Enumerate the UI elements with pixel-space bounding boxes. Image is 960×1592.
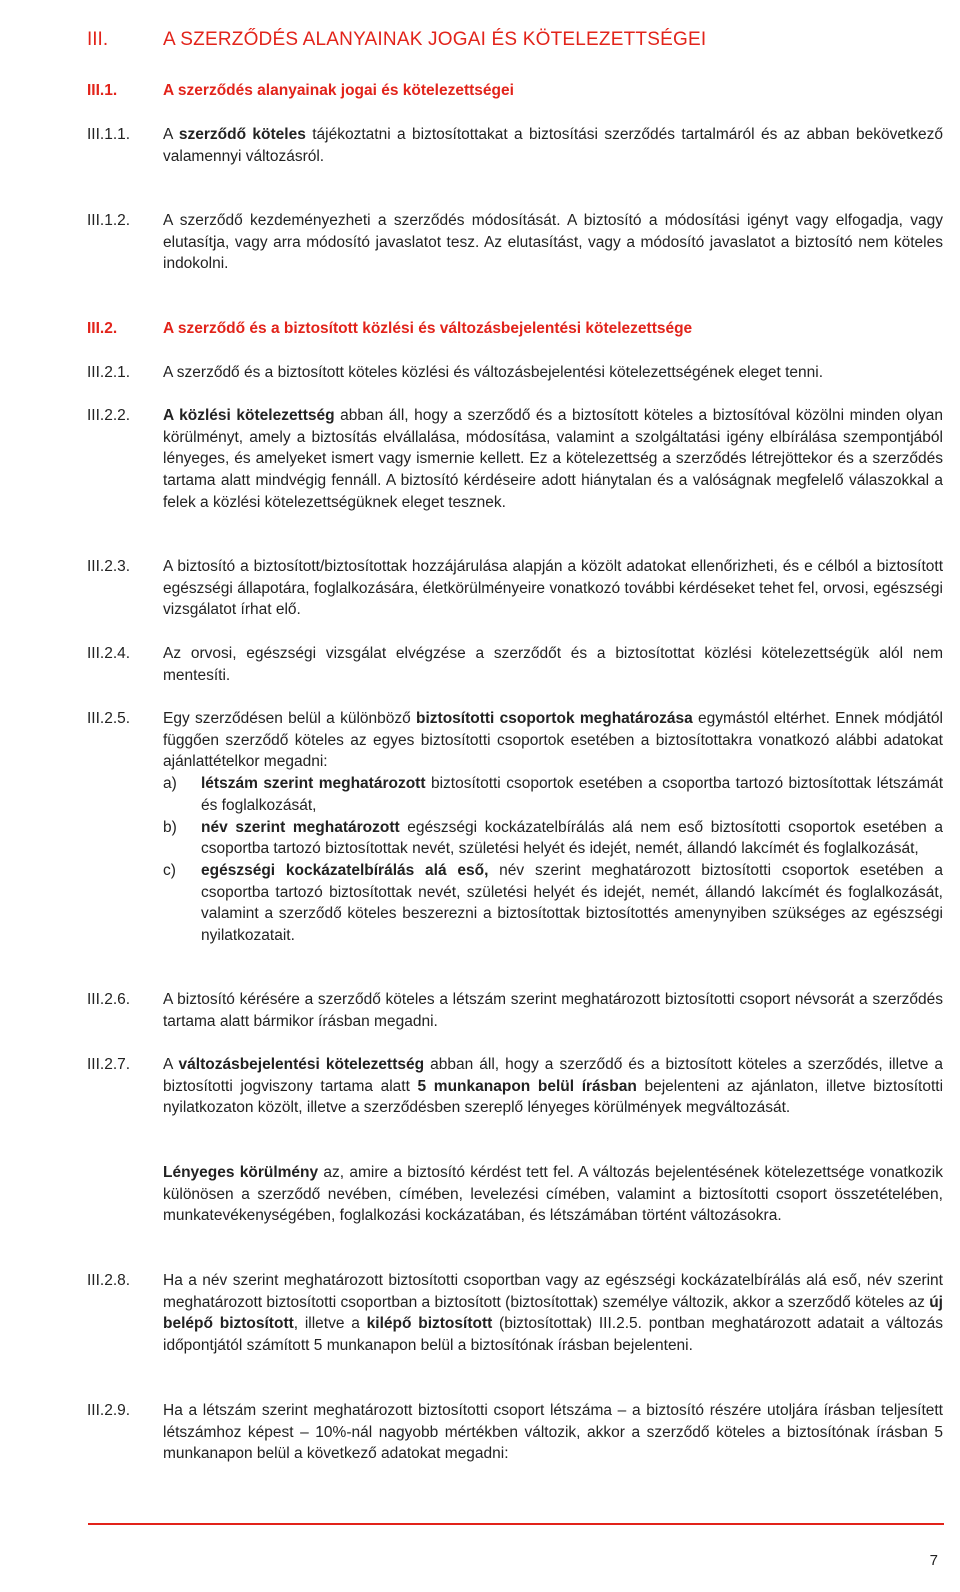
paragraph-number: III.2.7. [87,1056,131,1073]
paragraph-number: III.2.4. [87,645,131,662]
paragraph-number: III.2.8. [87,1272,131,1289]
paragraph-number: III.2.1. [87,364,131,381]
footer-rule [88,1523,944,1525]
paragraph-text: A biztosító a biztosított/biztosítottak hozzájárulása alapján a közölt adatokat ellenőrizheti, és e célból a biztosított egészségi állapotára, foglalkozására, életkörülményeire vonatkozó további kérdéseket tehet fel, orvosi, egészségi vizsgálatot írhat elő. [163,558,943,619]
paragraph-text: A biztosító kérésére a szerződő köteles a létszám szerint meghatározott biztosítotti csoport névsorát a szerződés tartama alatt bármikor írásban megadni. [163,991,943,1030]
paragraph-text: Ha a név szerint meghatározott biztosítotti csoportban vagy az egészségi kockázatelbírálás alá eső, név szerint meghatározott biztosítotti csoportban a biztosított (biztosítottak) személye változik, akkor a szerződő köteles az új belépő biztosított, illetve a kilépő biztosított (biztosítottak) III.2.5. pontban meghatározott adatait a változás időpontjától számított 5 munkanapon belül a biztosítónak írásban bejelenteni. [163,1272,943,1355]
subsection-number: III.2. [87,320,118,337]
paragraph-number: III.2.6. [87,991,131,1008]
subsection-number: III.1. [87,82,118,99]
paragraph-number: III.2.9. [87,1402,131,1419]
paragraph-number: III.2.3. [87,558,131,575]
section-title: A SZERZŐDÉS ALANYAINAK JOGAI ÉS KÖTELEZETTSÉGEI [163,29,707,50]
paragraph-text: A változásbejelentési kötelezettség abban áll, hogy a szerződő és a biztosított köteles a szerződés, illetve a biztosítotti jogviszony tartama alatt 5 munkanapon belül írásban bejelenteni az ajánlaton, illetve biztosítotti nyilatkozaton közölt, illetve a szerződésben szereplő lényeges körülmények megváltozását. [163,1056,944,1117]
list-item: b) név szerint meghatározott egészségi kockázatelbírálás alá nem eső biztosítotti csoportok esetében a csoportba tartozó biztosítottak nevét, születési helyét és idejét, nemét, állandó lakcímét és foglalkozását, [163,818,944,858]
paragraph-number: III.2.2. [87,407,131,424]
section-number: III. [87,29,109,50]
subsection-title: A szerződő és a biztosított közlési és változásbejelentési kötelezettsége [163,320,693,337]
paragraph-number: III.2.5. [87,710,131,727]
list-item: a) létszám szerint meghatározott biztosítotti csoportok esetében a csoportba tartozó biztosítottak létszámát és foglalkozását, [163,775,943,814]
paragraph-text: A közlési kötelezettség abban áll, hogy a szerződő és a biztosított köteles a biztosítóval közölni minden olyan körülményt, amely a biztosítás elvállalása, módosítása, valamint a szolgáltatási igény elbírálása szempontjából lényeges, és amelyeket ismert vagy ismernie kellett. Ez a kötelezettség a szerződés létrejöttekor és a szerződés tartama alatt mindvégig fennáll. A biztosító kérdéseire adott hiánytalan és a valóságnak megfelelő válaszokkal a felek a közlési kötelezettségüknek eleget tesznek. [163,407,943,511]
subsection-title: A szerződés alanyainak jogai és kötelezettségei [163,82,514,99]
paragraph-number: III.1.2. [87,212,131,229]
paragraph-text: Egy szerződésen belül a különböző biztosítotti csoportok meghatározása egymástól eltérhet. Ennek módjától függően szerződő köteles az egyes biztosítotti csoportok esetében a biztosítottakra vonatkozó alábbi adatokat ajánlattételkor megadni: a) létszám szerint meghatározott biztosítotti csoportok esetében a csoportba tartozó biztosítottak létszámát és foglalkozását, b) név szerint meghatározott egészségi kockázatelbírálás alá nem eső biztosítotti csoportok esetében a csoportba tartozó biztosítottak nevét, születési helyét és idejét, nemét, állandó lakcímét és foglalkozását, c) egészségi kockázatelbírálás alá eső, név szerint meghatározott biztosítotti csoportok esetében a csoportba tartozó biztosítottak nevét, születési helyét és idejét, nemét, állandó lakcímét és foglalkozását, valamint a szerződő köteles beszerezni a biztosítottak biztosítottés amenynyiben szükséges az egészségi nyilatkozatait. [163,708,943,947]
page-number: 7 [929,1552,938,1569]
paragraph-text: A szerződő köteles tájékoztatni a biztosítottakat a biztosítási szerződés tartalmáról és az abban bekövetkező valamennyi változásról. [163,126,943,165]
paragraph-text: Ha a létszám szerint meghatározott biztosítotti csoport létszáma – a biztosító részére utoljára írásban teljesített létszámhoz képest – 10%-nál nagyobb mértékben változik, akkor a szerződő köteles a biztosítónak írásban 5 munkanapon belül a következő adatokat megadni: [163,1402,943,1463]
paragraph-text: Az orvosi, egészségi vizsgálat elvégzése a szerződőt és a biztosítottat közlési kötelezettségük alól nem mentesíti. [163,645,943,684]
paragraph-number: III.1.1. [87,126,131,143]
paragraph-text: A szerződő és a biztosított köteles közlési és változásbejelentési kötelezettségének eleget tenni. [163,364,823,381]
paragraph-text: A szerződő kezdeményezheti a szerződés módosítását. A biztosító a módosítási igényt vagy elfogadja, vagy elutasítja, vagy arra módosító javaslatot tesz. Az elutasítást, vagy a módosító javaslatot a biztosító nem köteles indokolni. [163,212,943,273]
paragraph-text: Lényeges körülmény az, amire a biztosító kérdést tett fel. A változás bejelentésének kötelezettsége vonatkozik különösen a szerződő nevében, címében, levelezési címében, valamint a biztosítotti csoport összetételében, munkatevékenységében, foglalkozási kockázatában, és létszámában történt változásokra. [163,1164,943,1225]
list-item: c) egészségi kockázatelbírálás alá eső, név szerint meghatározott biztosítotti csoportok esetében a csoportba tartozó biztosítottak nevét, születési helyét és idejét, nemét, állandó lakcímét és foglalkozását, valamint a szerződő köteles beszerezni a biztosítottak biztosítottés amenynyiben szükséges az egészségi nyilatkozatait. [163,861,943,945]
